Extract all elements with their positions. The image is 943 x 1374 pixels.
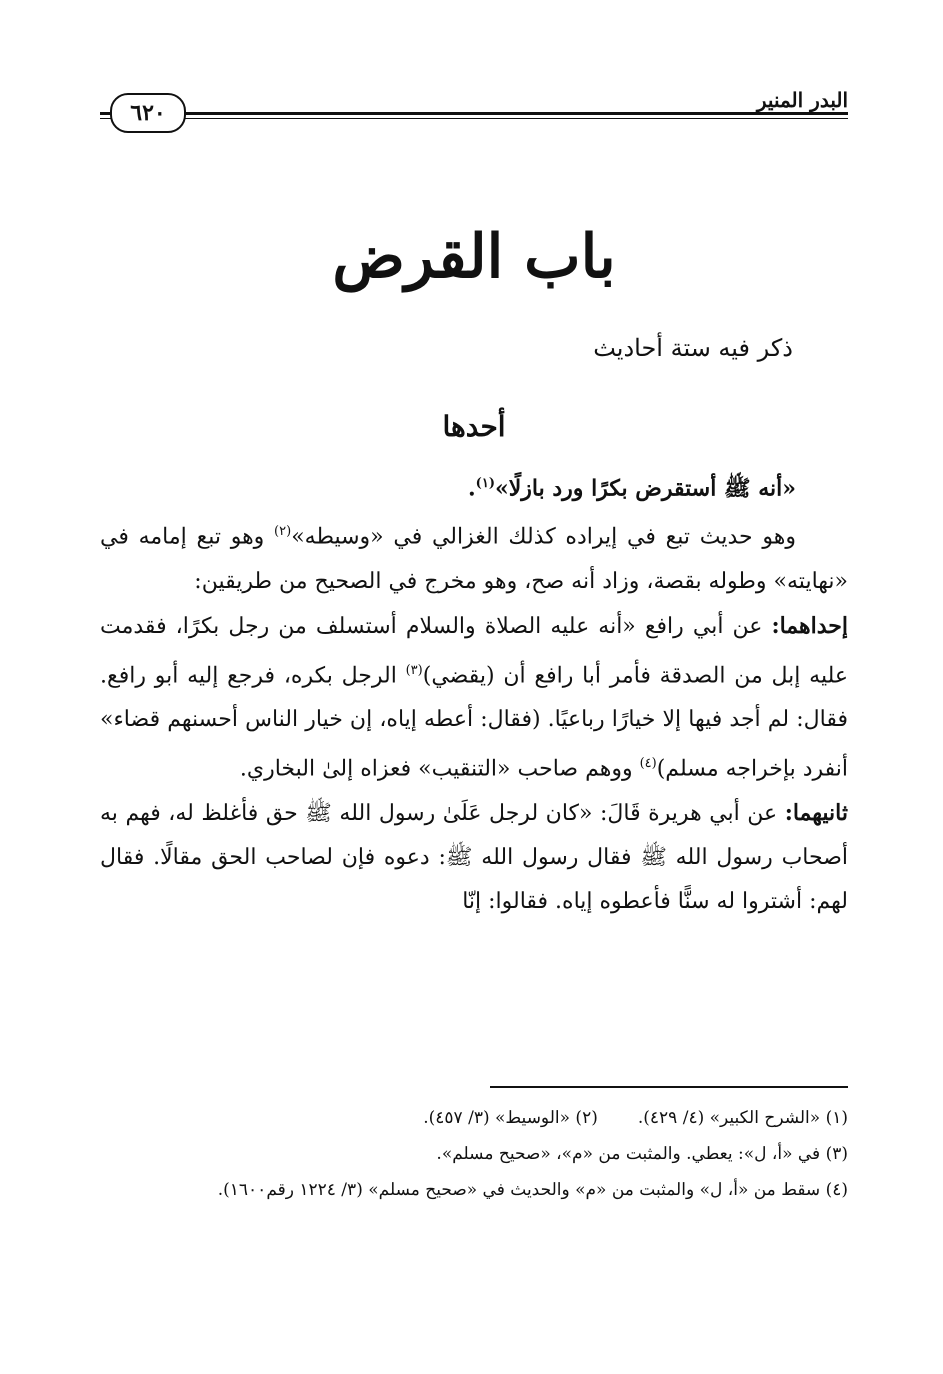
footnote-2: (٢) «الوسيط» (٣/ ٤٥٧). — [423, 1108, 598, 1128]
footnote-3: (٣) في «أ، ل»: يعطي. والمثبت من «م»، «صحيح مسلم». — [436, 1144, 848, 1164]
footnotes — [100, 1100, 848, 1208]
running-title: البدر المنير — [747, 88, 848, 112]
footnote-ref-1: (١) — [475, 476, 495, 491]
chapter-title: باب القرض — [332, 222, 616, 292]
footnote-4: (٤) سقط من «أ، ل» والمثبت من «م» والحديث في «صحيح مسلم» (٣/ ١٢٢٤ رقم١٦٠٠). — [217, 1180, 848, 1200]
footnote-ref-2: (٢) — [274, 524, 292, 540]
paragraph-3: ثانيهما: عن أبي هريرة قَالَ: «كان لرجل عَلَىٰ رسول الله ﷺ حق فأغلظ له، فهم به أصحاب رسول الله ﷺ فقال رسول الله ﷺ: دعوه فإن لصاحب الحق مقالًا. فقال لهم: أشتروا له سنًّا فأعطوه إياه. فقالوا: إنّا — [100, 800, 848, 915]
paragraph-1: وهو حديث تبع في إيراده كذلك الغزالي في «وسيطه»$^{(٢)}$ وهو تبع إمامه في «نهايته» وطوله بقصة، وزاد أنه صح، وهو مخرج في الصحيح من طريقين: — [100, 524, 848, 594]
page-header — [100, 88, 848, 128]
footnote-ref-3: (٣) — [405, 662, 423, 678]
header-rule — [100, 112, 848, 119]
section-heading: أحدها — [442, 410, 506, 443]
page-number: ٦٢٠ — [110, 93, 186, 133]
footnote-1: (١) «الشرح الكبير» (٤/ ٤٢٩). — [637, 1108, 848, 1128]
paragraph-label: إحداهما: — [771, 612, 848, 639]
paragraph-label: ثانيهما: — [784, 800, 848, 827]
intro-line: ذكر فيه ستة أحاديث — [593, 334, 793, 362]
footnote-separator — [490, 1086, 848, 1088]
paragraph-2: إحداهما: عن أبي رافع «أنه عليه الصلاة والسلام أستسلف من رجل بكرًا، فقدمت عليه إبل من الصدقة فأمر أبا رافع أن (يقضي)$^{(٣)}$ الرجل بكره، فرجع إليه أبو رافع. فقال: لم أجد فيها إلا خيارًا رباعيًا. (فقال: أعطه إياه، إن خيار الناس أحسنهم قضاء» أنفرد بإخراجه مسلم)$^{(٤)}$ ووهم صاحب «التنقيب» فعزاه إلىٰ البخاري. — [100, 612, 848, 782]
hadith-text: «أنه ﷺ أستقرض بكرًا ورد بازلًا»$^{(١)}$. — [468, 475, 796, 502]
main-text — [100, 462, 848, 924]
footnote-ref-4: (٤) — [639, 755, 657, 771]
